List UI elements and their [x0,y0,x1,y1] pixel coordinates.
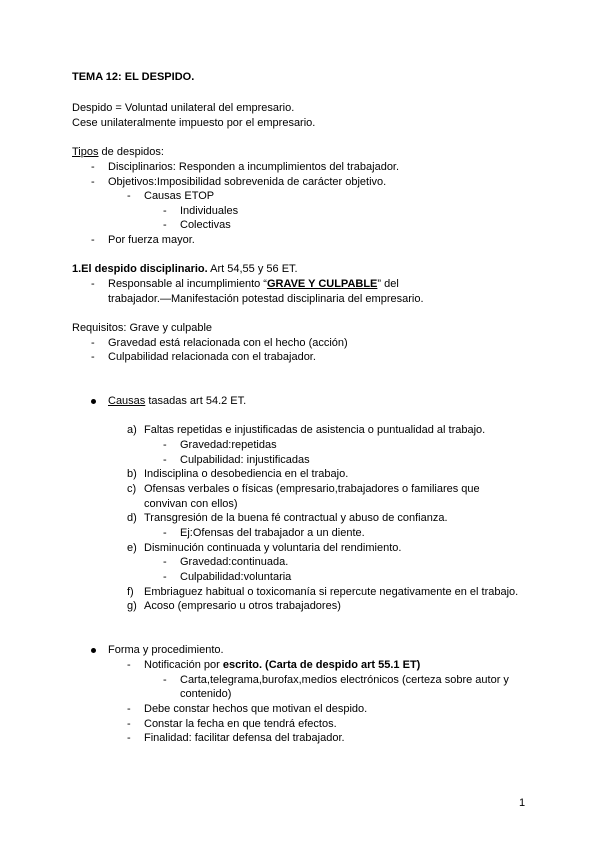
dash-marker: - [127,190,131,202]
causa-a: Faltas repetidas e injustificadas de asistencia o puntualidad al trabajo. [144,424,486,436]
forma-notificacion-sub-line1: Carta,telegrama,burofax,medios electrónicos (certeza sobre autor y [180,674,509,686]
dash-marker: - [127,659,131,671]
tipos-subsubitem-colectivas: Colectivas [180,219,231,231]
causa-a-sub-gravedad: Gravedad:repetidas [180,439,277,451]
causa-a-sub-culpabilidad: Culpabilidad: injustificadas [180,454,310,466]
dash-marker: - [163,205,167,217]
causa-b: Indisciplina o desobediencia en el trabajo. [144,468,349,480]
document-title: TEMA 12: EL DESPIDO. [72,71,195,83]
tipos-item-fuerza-mayor: Por fuerza mayor. [108,234,195,246]
causa-d-sub-ejemplo: Ej:Ofensas del trabajador a un diente. [180,527,365,539]
tipos-item-objetivos: Objetivos:Imposibilidad sobrevenida de carácter objetivo. [108,176,387,188]
tipos-label-underlined: Tipos [72,146,99,158]
dash-marker: - [91,161,95,173]
causa-letter-a: a) [127,424,137,436]
requisitos-item-gravedad: Gravedad está relacionada con el hecho (acción) [108,337,348,349]
tipos-subitem-causas-etop: Causas ETOP [144,190,215,202]
responsable-emphasis: GRAVE Y CULPABLE [266,278,378,290]
dash-marker: - [163,527,167,539]
dash-marker: - [91,176,95,188]
tipos-subsubitem-individuales: Individuales [180,205,239,217]
page-number: 1 [519,797,526,809]
responsable-post: ” del [377,278,399,290]
causa-letter-c: c) [127,483,137,495]
causa-d: Transgresión de la buena fé contractual y abuso de confianza. [144,512,448,524]
forma-notificacion-sub-line2: contenido) [180,688,232,700]
dash-marker: - [163,439,167,451]
causa-e-sub-culpabilidad: Culpabilidad:voluntaria [180,571,292,583]
dash-marker: - [163,219,167,231]
causa-c-line1: Ofensas verbales o físicas (empresario,trabajadores o familiares que [144,483,480,495]
causa-c-line2: convivan con ellos) [144,498,238,510]
dash-marker: - [163,674,167,686]
section1-heading-bold: 1.El despido disciplinario. [72,263,208,275]
responsable-pre: Responsable al incumplimiento “ [108,278,267,290]
section1-responsable [108,277,399,292]
dash-marker: - [163,556,167,568]
dash-marker: - [91,278,95,290]
causa-letter-e: e) [127,542,137,554]
forma-item-finalidad: Finalidad: facilitar defensa del trabajador. [144,732,345,744]
section1-heading [72,262,298,277]
forma-notificacion [144,658,420,673]
dash-marker: - [127,718,131,730]
dash-marker: - [127,703,131,715]
requisitos-heading: Requisitos: Grave y culpable [72,322,213,334]
causas-label-underlined: Causas [108,395,146,407]
dash-marker: - [163,454,167,466]
requisitos-item-culpabilidad: Culpabilidad relacionada con el trabajador. [108,351,316,363]
causa-letter-g: g) [127,600,137,612]
dash-marker: - [91,234,95,246]
causa-f: Embriaguez habitual o toxicomanía si repercute negativamente en el trabajo. [144,586,519,598]
intro-line-2: Cese unilateralmente impuesto por el empresario. [72,117,316,129]
bullet-dot [91,648,96,653]
dash-marker: - [127,732,131,744]
dash-marker: - [91,351,95,363]
notificacion-bold: escrito. (Carta de despido art 55.1 ET) [222,659,421,671]
tipos-label-rest: de despidos: [98,146,164,158]
dash-marker: - [91,337,95,349]
intro-line-1: Despido = Voluntad unilateral del empresario. [72,102,295,114]
dash-marker: - [163,571,167,583]
tipos-heading [72,145,164,160]
causa-letter-b: b) [127,468,137,480]
section1-responsable-line2: trabajador.—Manifestación potestad disciplinaria del empresario. [108,293,424,305]
causas-label-rest: tasadas art 54.2 ET. [145,395,247,407]
forma-item-hechos: Debe constar hechos que motivan el despido. [144,703,368,715]
causa-e: Disminución continuada y voluntaria del rendimiento. [144,542,402,554]
bullet-dot [91,399,96,404]
forma-heading: Forma y procedimiento. [108,644,224,656]
causa-letter-f: f) [127,586,134,598]
forma-item-fecha: Constar la fecha en que tendrá efectos. [144,718,337,730]
causa-g: Acoso (empresario u otros trabajadores) [144,600,341,612]
causa-letter-d: d) [127,512,137,524]
notificacion-pre: Notificación por [144,659,223,671]
causas-heading [108,394,246,409]
causa-e-sub-gravedad: Gravedad:continuada. [180,556,289,568]
section1-heading-articles: Art 54,55 y 56 ET. [207,263,298,275]
tipos-item-disciplinarios: Disciplinarios: Responden a incumplimientos del trabajador. [108,161,400,173]
